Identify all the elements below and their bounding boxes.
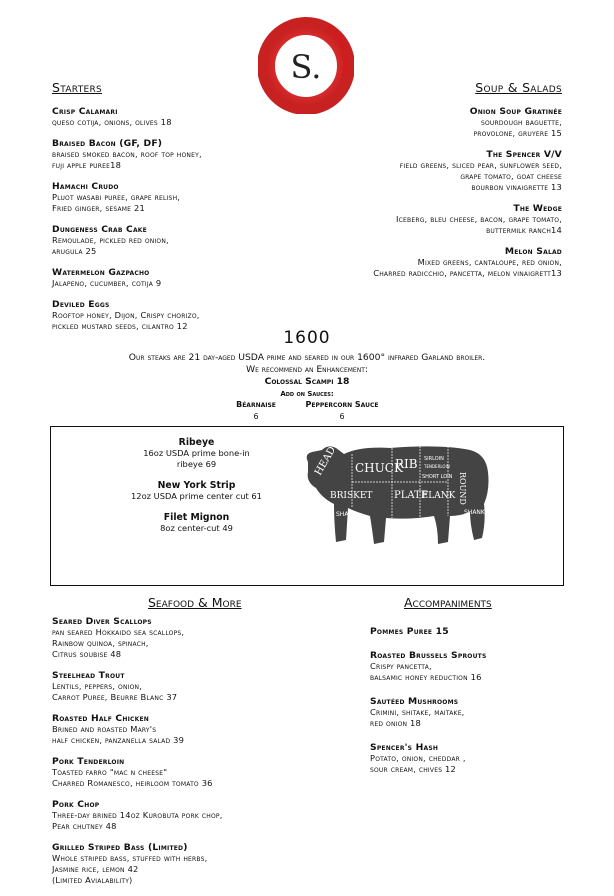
steak-description: Our steaks are 21 day-aged USDA prime and seared in our 1600° infrared Garland broiler. <box>128 352 486 363</box>
starter-item <box>52 181 292 214</box>
seafood-item-name: Seared Diver Scallops <box>52 616 152 627</box>
seafood-item-desc: Three-day brined 14oz Kurobuta pork chop, <box>52 810 223 820</box>
soup-item <box>262 203 562 236</box>
soup-item-name: Melon Salad <box>504 246 562 257</box>
seafood-item <box>52 670 312 703</box>
steak-list <box>104 437 289 544</box>
soup-item-desc: grape tomato, goat cheese <box>460 171 562 181</box>
starter-item <box>52 267 292 289</box>
seafood-item-desc: Rainbow quinoa, spinach, <box>52 638 149 648</box>
accompaniment-item-name: Pommes Puree 15 <box>370 626 449 637</box>
seafood-item-name: Steelhead Trout <box>52 670 125 681</box>
sauce-peppercorn: Peppercorn Sauce <box>305 400 379 409</box>
soup-item-desc: buttermilk ranch14 <box>486 225 562 235</box>
seafood-item-desc: (Limited Avialability) <box>52 875 133 885</box>
accompaniment-item-desc: Crispy pancetta, <box>370 661 432 671</box>
steak-item-desc: 8oz center-cut 49 <box>160 523 233 533</box>
soup-item-name: The Spencer V/V <box>486 149 562 160</box>
soup-item-desc: Charred radicchio, pancetta, melon vinaigrett13 <box>373 268 562 278</box>
starter-item <box>52 138 292 171</box>
starter-item-desc: arugula 25 <box>52 246 97 256</box>
seafood-item-desc: Whole striped bass, stuffed with herbs, <box>52 853 208 863</box>
soup-item-name: The Wedge <box>513 203 562 214</box>
starter-item-name: Crisp Calamari <box>52 106 118 117</box>
steak-item <box>104 437 289 470</box>
steak-item <box>104 512 289 534</box>
steak-item-name: New York Strip <box>157 480 236 491</box>
seafood-item-desc: Brined and roasted Mary's <box>52 724 157 734</box>
starter-item-name: Watermelon Gazpacho <box>52 267 150 278</box>
seafood-item-name: Grilled Striped Bass (Limited) <box>52 842 188 853</box>
soup-item-desc: sourdough baguette, <box>480 117 562 127</box>
accompaniment-item-desc: sour cream, chives 12 <box>370 764 457 774</box>
accompaniment-item-name: Sautéed Mushrooms <box>370 696 459 707</box>
seafood-item-desc: Toasted farro "mac n cheese" <box>52 767 168 777</box>
steak-item-name: Filet Mignon <box>163 512 230 523</box>
seafood-item-desc: half chicken, panzanella salad 39 <box>52 735 185 745</box>
steak-item-desc: 12oz USDA prime center cut 61 <box>131 491 262 501</box>
seafood-item <box>52 756 312 789</box>
enhancement-line: We recommend an Enhancement: <box>246 364 368 375</box>
starter-item-desc: Fried ginger, sesame 21 <box>52 203 145 213</box>
cow-label-short-loin: SHORT LOIN <box>422 474 453 480</box>
starter-item-desc: fuji apple puree18 <box>52 160 122 170</box>
soup-item-desc: provolone, gruyere 15 <box>473 128 562 138</box>
starter-item-desc: Rooftop honey, Dijon, Crispy chorizo, <box>52 310 200 320</box>
steakhouse-title: 1600 <box>283 328 331 348</box>
cow-label-shank-rear: SHANK <box>464 509 485 516</box>
starter-item-name: Deviled Eggs <box>52 299 110 310</box>
accompaniments-list <box>370 626 570 788</box>
starter-item <box>52 224 292 257</box>
seafood-item <box>52 616 312 660</box>
soup-list <box>262 106 562 289</box>
sauce-peppercorn-price: 6 <box>339 412 345 421</box>
starter-item-desc: braised smoked bacon, roof top honey, <box>52 149 202 159</box>
seafood-item-desc: Citrus soubise 48 <box>52 649 122 659</box>
addon-sauces-label: Add on Sauces: <box>280 390 334 398</box>
soup-item-name: Onion Soup Gratinée <box>469 106 562 117</box>
accompaniment-item-desc: red onion 18 <box>370 718 422 728</box>
starter-item-desc: pickled mustard seeds, cilantro 12 <box>52 321 188 331</box>
sauce-bearnaise-price: 6 <box>253 412 259 421</box>
cow-label-round: ROUND <box>458 472 467 505</box>
cow-label-plate: PLATE <box>394 490 429 501</box>
seafood-item-desc: Lentils, peppers, onion, <box>52 681 143 691</box>
accompaniment-item <box>370 742 570 775</box>
soup-heading: Soup & Salads <box>475 80 562 95</box>
starter-item-desc: Pluot wasabi puree, grape relish, <box>52 192 181 202</box>
logo-letter: S. <box>290 48 322 86</box>
soup-item-desc: bourbon vinaigrette 13 <box>471 182 562 192</box>
accompaniment-item-desc: Crimini, shitake, maitake, <box>370 707 465 717</box>
starter-item-name: Hamachi Crudo <box>52 181 119 192</box>
scampi-enhancement: Colossal Scampi 18 <box>264 376 350 387</box>
beef-cuts-cow-illustration <box>300 432 500 562</box>
steak-item-name: Ribeye <box>178 437 215 448</box>
seafood-item-desc: Pear chutney 48 <box>52 821 117 831</box>
starters-list <box>52 106 292 342</box>
seafood-item-desc: Carrot Puree, Beurre Blanc 37 <box>52 692 178 702</box>
accompaniment-item <box>370 626 570 637</box>
soup-item <box>262 149 562 193</box>
seafood-item-name: Pork Chop <box>52 799 100 810</box>
accompaniment-item-name: Roasted Brussels Sprouts <box>370 650 487 661</box>
steak-item-desc: 16oz USDA prime bone-in <box>143 448 250 458</box>
seafood-heading: Seafood & More <box>148 595 242 610</box>
cow-label-flank: FLANK <box>422 491 456 501</box>
sauce-bearnaise: Béarnaise <box>236 400 276 409</box>
seafood-item <box>52 842 312 886</box>
starter-item-desc: Remoulade, pickled red onion, <box>52 235 169 245</box>
starter-item-desc: queso cotija, onions, olives 18 <box>52 117 172 127</box>
cow-label-tenderloin: TENDERLOIN <box>424 464 450 469</box>
starter-item-name: Braised Bacon (GF, DF) <box>52 138 163 149</box>
steak-item <box>104 480 289 502</box>
accompaniments-heading: Accompaniments <box>404 595 492 610</box>
cow-label-brisket: BRISKET <box>330 491 373 501</box>
accompaniment-item-desc: Potato, onion, cheddar , <box>370 753 466 763</box>
soup-item-desc: Iceberg, bleu cheese, bacon, grape tomato, <box>395 214 562 224</box>
soup-item <box>262 246 562 279</box>
accompaniment-item-name: Spencer's Hash <box>370 742 439 753</box>
seafood-item-desc: pan seared Hokkaido sea scallops, <box>52 627 185 637</box>
starter-item-name: Dungeness Crab Cake <box>52 224 147 235</box>
starter-item-desc: Jalapeno, cucumber, cotija 9 <box>52 278 162 288</box>
accompaniment-item <box>370 650 570 683</box>
seafood-item-desc: Charred Romanesco, heirloom tomato 36 <box>52 778 213 788</box>
seafood-item-name: Roasted Half Chicken <box>52 713 149 724</box>
logo-brush-circle <box>258 14 354 114</box>
accompaniment-item <box>370 696 570 729</box>
starter-item <box>52 106 292 128</box>
cow-label-rib: RIB <box>395 457 418 471</box>
accompaniment-item-desc: balsamic honey reduction 16 <box>370 672 482 682</box>
soup-item-desc: Mixed greens, cantaloupe, red onion, <box>417 257 562 267</box>
starters-heading: Starters <box>52 80 103 95</box>
seafood-item-name: Pork Tenderloin <box>52 756 125 767</box>
seafood-item <box>52 799 312 832</box>
cow-label-chuck: CHUCK <box>355 461 403 475</box>
seafood-item-desc: Jasmine rice, lemon 42 <box>52 864 139 874</box>
cow-label-sirloin: SIRLOIN <box>424 456 444 462</box>
soup-item <box>262 106 562 139</box>
seafood-list <box>52 616 312 896</box>
steak-item-desc: ribeye 69 <box>176 459 217 469</box>
seafood-item <box>52 713 312 746</box>
cow-label-shank-front: SHANK <box>336 511 357 518</box>
soup-item-desc: field greens, sliced pear, sunflower seed, <box>399 160 562 170</box>
cow-label-head: HEAD <box>313 444 339 478</box>
